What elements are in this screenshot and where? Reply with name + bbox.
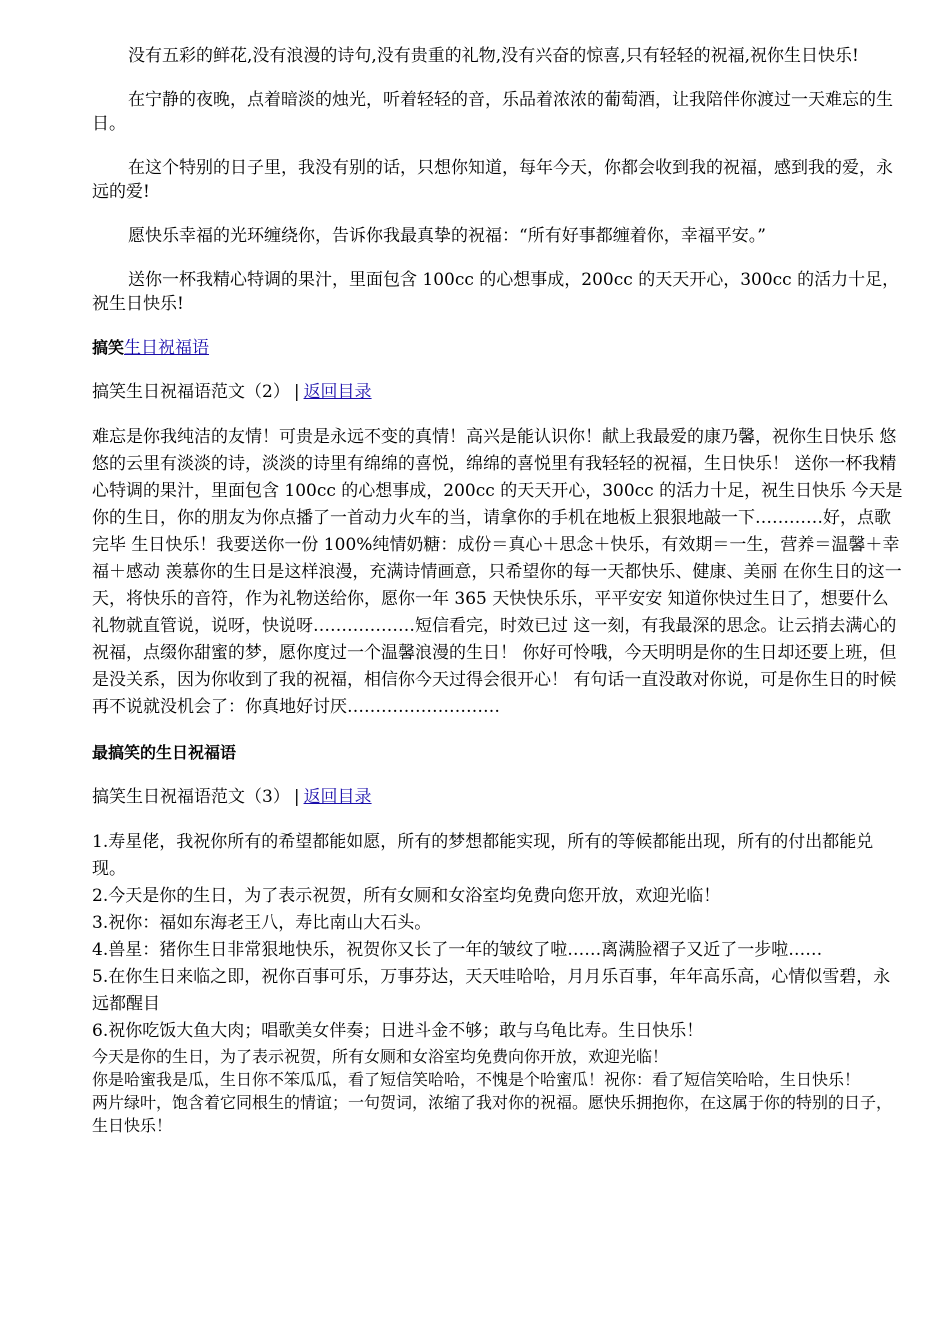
list-item: 3.祝你：福如东海老王八，寿比南山大石头。 (92, 913, 432, 933)
paragraph: 愿快乐幸福的光环缠绕你，告诉你我最真挚的祝福：“所有好事都缠着你，幸福平安。” (128, 226, 766, 246)
wish-list (92, 829, 904, 1045)
list-item: 4.兽星：猪你生日非常狠地快乐，祝贺你又长了一年的皱纹了啦……离满脸褶子又近了一步啦…… (92, 940, 823, 960)
section-subheading (92, 380, 904, 404)
heading-prefix: 搞笑 (92, 338, 125, 357)
sub-label: 搞笑生日祝福语范文（2） (92, 382, 290, 402)
heading-text: 最搞笑的生日祝福语 (92, 743, 237, 762)
list-item: 两片绿叶，饱含着它同根生的情谊；一句贺词，浓缩了我对你的祝福。愿快乐拥抱你，在这属于你的特别的日子，生日快乐！ (92, 1093, 893, 1135)
list-item: 2.今天是你的生日，为了表示祝贺，所有女厕和女浴室均免费向您开放，欢迎光临！ (92, 886, 721, 906)
list-item: 6.祝你吃饭大鱼大肉；唱歌美女伴奏；日进斗金不够；敢与乌龟比寿。生日快乐！ (92, 1021, 704, 1041)
paragraph: 在这个特别的日子里，我没有别的话，只想你知道，每年今天，你都会收到我的祝福，感到我的爱，永远的爱! (92, 158, 893, 202)
paragraph: 送你一杯我精心特调的果汁，里面包含 100cc 的心想事成，200cc 的天天开心，300cc 的活力十足，祝生日快乐! (92, 270, 900, 314)
heading-link[interactable]: 生日祝福语 (124, 338, 210, 358)
section-heading (92, 741, 904, 765)
back-to-contents-link[interactable]: 返回目录 (303, 787, 372, 807)
section-heading (92, 336, 904, 360)
section2-body: 难忘是你我纯洁的友情！可贵是永远不变的真情！高兴是能认识你！献上我最爱的康乃馨，祝你生日快乐 悠悠的云里有淡淡的诗，淡淡的诗里有绵绵的喜悦，绵绵的喜悦里有我轻轻的祝福，生日快乐！ 送你一杯我精心特调的果汁，里面包含 100cc 的心想事成，200cc 的天天开心，300cc 的活力十足，祝生日快乐 今天是你的生日，你的朋友为你点播了一首动力火车的当，请拿你的手机在地板上狠狠地敲一下…………好，点歌完毕 生日快乐！我要送你一份 100%纯情奶糖：成份＝真心＋思念＋快乐，有效期＝一生，营养＝温馨＋幸福＋感动 羡慕你的生日是这样浪漫，充满诗情画意，只希望你的每一天都快乐、健康、美丽 在你生日的这一天，将快乐的音符，作为礼物送给你，愿你一年 365 天快快乐乐，平平安安 知道你快过生日了，想要什么礼物就直管说，说呀，快说呀………………短信看完，时效已过 这一刻，有我最深的思念。让云捎去满心的祝福，点缀你甜蜜的梦，愿你度过一个温馨浪漫的生日！ 你好可怜哦，今天明明是你的生日却还要上班，但是没关系，因为你收到了我的祝福，相信你今天过得会很开心！ 有句话一直没敢对你说，可是你生日的时候再不说就没机会了：你真地好讨厌……………………… (92, 427, 903, 717)
paragraph: 在宁静的夜晚，点着暗淡的烛光，听着轻轻的音，乐品着浓浓的葡萄酒，让我陪伴你渡过一天难忘的生日。 (92, 90, 893, 134)
list-item: 今天是你的生日，为了表示祝贺，所有女厕和女浴室均免费向你开放，欢迎光临！ (92, 1047, 669, 1066)
paragraph: 没有五彩的鲜花,没有浪漫的诗句,没有贵重的礼物,没有兴奋的惊喜,只有轻轻的祝福,祝你生日快乐! (128, 46, 859, 66)
sub-label: 搞笑生日祝福语范文（3） (92, 787, 290, 807)
document-page (92, 44, 904, 1137)
section-subheading (92, 785, 904, 809)
list-item: 你是哈蜜我是瓜，生日你不笨瓜瓜，看了短信笑哈哈，不愧是个哈蜜瓜！祝你：看了短信笑哈哈，生日快乐！ (92, 1070, 861, 1089)
list-item: 1.寿星佬，我祝你所有的希望都能如愿，所有的梦想都能实现，所有的等候都能出现，所有的付出都能兑现。 (92, 832, 874, 879)
separator: | (293, 382, 300, 402)
separator: | (293, 787, 300, 807)
tail-list (92, 1045, 904, 1137)
back-to-contents-link[interactable]: 返回目录 (303, 382, 372, 402)
list-item: 5.在你生日来临之即，祝你百事可乐，万事芬达，天天哇哈哈，月月乐百事，年年高乐高，心情似雪碧，永远都醒目 (92, 967, 891, 1014)
